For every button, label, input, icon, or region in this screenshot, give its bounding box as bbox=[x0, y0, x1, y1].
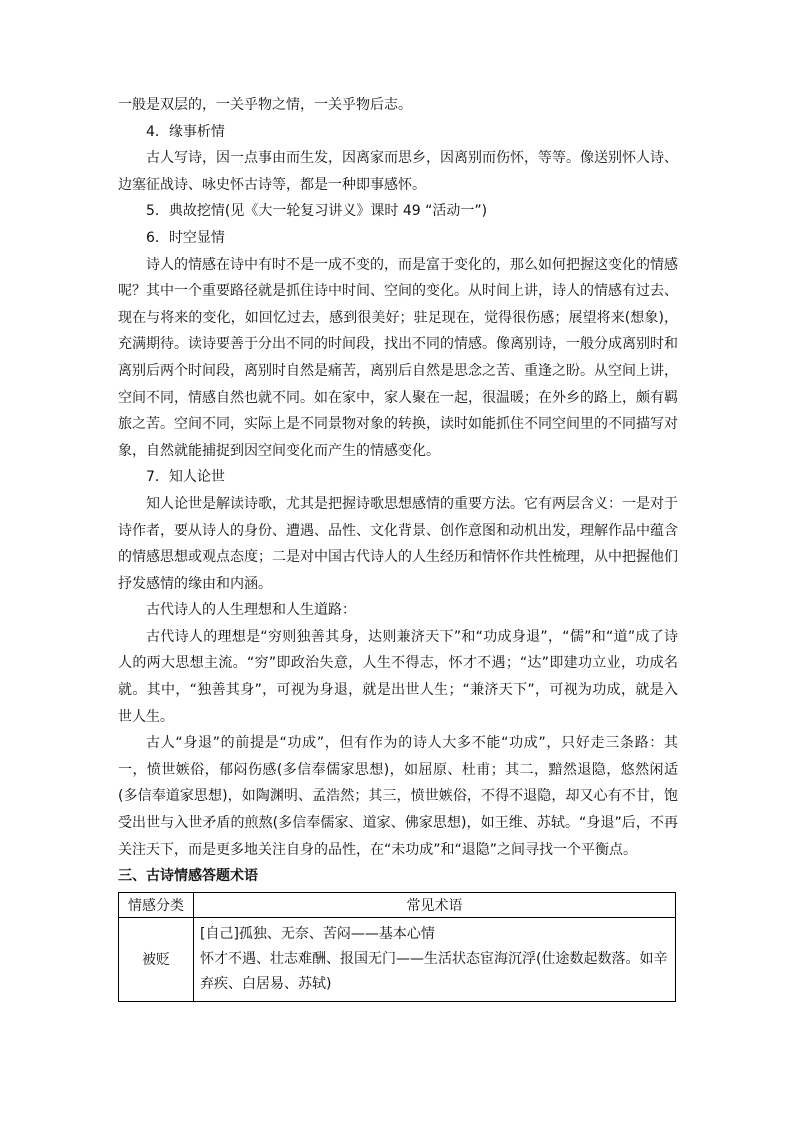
paragraph-ideals: 古代诗人的理想是“穷则独善其身，达则兼济天下”和“功成身退”，“儒”和“道”成了诗人的两大思想主流。“穷”即政治失意，人生不得志，怀才不遇；“达”即建功立业，功成名就。其中，“独善其身”，可视为身退，就是出世人生；“兼济天下”，可视为功成，就是入世人生。 bbox=[118, 628, 678, 725]
heading-4: 4．缘事析情 bbox=[146, 123, 225, 140]
paragraph-7: 知人论世是解读诗歌，尤其是把握诗歌思想感情的重要方法。它有两层含义：一是对于诗作者，要从诗人的身份、遭遇、品性、文化背景、创作意图和动机出发，理解作品中蕴含的情感思想或观点态度；二是对中国古代诗人的人生经历和情怀作共性梳理，从中把握他们抒发感情的缘由和内涵。 bbox=[118, 495, 678, 592]
emotion-terms-table bbox=[118, 892, 676, 1002]
table-cell-terms bbox=[194, 917, 676, 1001]
table-header-row bbox=[119, 892, 676, 917]
heading-7: 7．知人论世 bbox=[146, 469, 225, 486]
table-header-category: 情感分类 bbox=[119, 892, 194, 917]
table-header-terms: 常见术语 bbox=[194, 892, 676, 917]
term-line: 怀才不遇、壮志难酬、报国无门——生活状态宦海沉浮(仕途数起数落。如辛弃疾、白居易、苏轼) bbox=[200, 950, 668, 992]
term-line: [自己]孤独、无奈、苦闷——基本心情 bbox=[200, 925, 435, 942]
document-body bbox=[118, 92, 678, 1002]
paragraph-4: 古人写诗，因一点事由而生发，因离家而思乡，因离别而伤怀，等等。像送别怀人诗、边塞征战诗、咏史怀古诗等，都是一种即事感怀。 bbox=[118, 150, 678, 193]
paragraph-6: 诗人的情感在诗中有时不是一成不变的，而是富于变化的，那么如何把握这变化的情感呢？其中一个重要路径就是抓住诗中时间、空间的变化。从时间上讲，诗人的情感有过去、现在与将来的变化，如回忆过去，感到很美好；驻足现在，觉得很伤感；展望将来(想象)，充满期待。读诗要善于分出不同的时间段，找出不同的情感。像离别诗，一般分成离别时和离别后两个时间段，离别时自然是痛苦，离别后自然是思念之苦、重逢之盼。从空间上讲，空间不同，情感自然也就不同。如在家中，家人聚在一起，很温暖；在外乡的路上，颇有羁旅之苦。空间不同，实际上是不同景物对象的转换，读时如能抓住不同空间里的不同描写对象，自然就能捕捉到因空间变化而产生的情感变化。 bbox=[118, 256, 678, 459]
paragraph-continuation: 一般是双层的，一关乎物之情，一关乎物后志。 bbox=[118, 97, 412, 113]
heading-6: 6．时空显情 bbox=[146, 229, 225, 246]
paragraph-retreat: 古人“身退”的前提是“功成”，但有作为的诗人大多不能“功成”，只好走三条路：其一，愤世嫉俗，郁闷伤感(多信奉儒家思想)，如屈原、杜甫；其二，黯然退隐，悠然闲适(多信奉道家思想)，如陶渊明、孟浩然；其三，愤世嫉俗，不得不退隐，却又心有不甘，饱受出世与入世矛盾的煎熬(多信奉儒家、道家、佛家思想)，如王维、苏轼。“身退”后，不再关注天下，而是更多地关注自身的品性，在“未功成”和“退隐”之间寻找一个平衡点。 bbox=[118, 735, 678, 858]
section-title: 三、古诗情感答题术语 bbox=[118, 868, 258, 885]
table-row bbox=[119, 917, 676, 1001]
heading-5: 5．典故挖情(见《大一轮复习讲义》课时 49 “活动一”) bbox=[146, 203, 488, 220]
subheading-ideals: 古代诗人的人生理想和人生道路： bbox=[146, 602, 356, 619]
table-cell-category: 被贬 bbox=[119, 917, 194, 1001]
